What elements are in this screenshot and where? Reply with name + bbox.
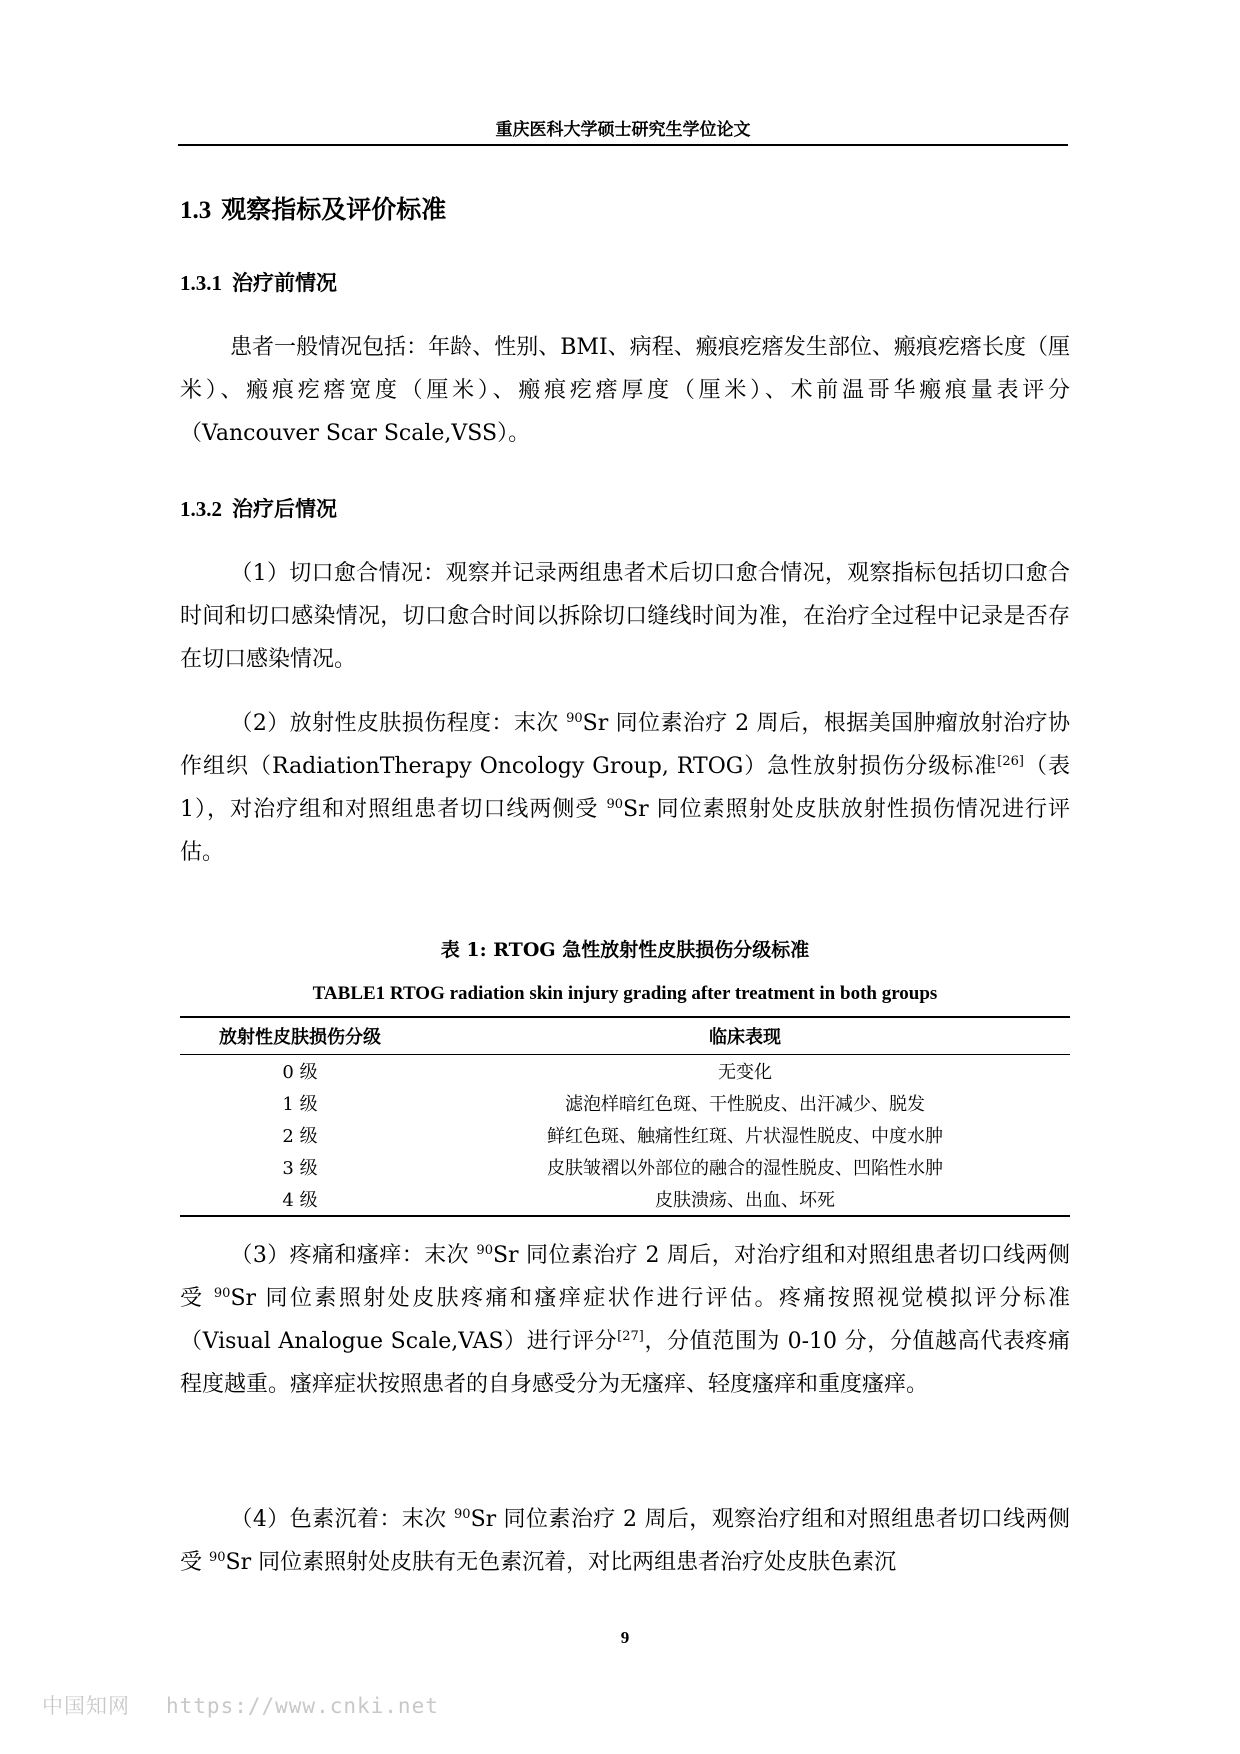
cnki-watermark <box>42 1690 439 1720</box>
table-cell-clinical: 皮肤溃疡、出血、坏死 <box>420 1183 1070 1216</box>
table-cell-clinical: 无变化 <box>718 1062 772 1083</box>
paragraph-wound-healing <box>180 552 1070 681</box>
table-header-grade: 放射性皮肤损伤分级 <box>180 1017 420 1055</box>
section-title: 观察指标及评价标准 <box>221 195 447 224</box>
text-run: Sr 同位素治疗 2 周后，根据美国肿瘤放射治疗协作组织（RadiationTherapy Oncology Group, RTOG）急性放射损伤分级标准 <box>180 711 1070 779</box>
table-cell-grade: 0 级 <box>282 1062 318 1083</box>
table-header-clinical: 临床表现 <box>420 1017 1070 1055</box>
table-cell-clinical: 皮肤皱褶以外部位的融合的湿性脱皮、凹陷性水肿 <box>547 1158 943 1179</box>
text-run: ，分值范围为 0-10 分，分值越高代表疼痛程度越重。瘙痒症状按照患者的自身感受分为无瘙痒、轻度瘙痒和重度瘙痒。 <box>180 1329 1070 1397</box>
watermark-url: https://www.cnki.net <box>166 1694 439 1718</box>
table-caption-cn: 表 1: RTOG 急性放射性皮肤损伤分级标准 <box>440 939 810 961</box>
section-number: 1.3 <box>180 197 212 224</box>
citation-ref: [27] <box>617 1329 644 1344</box>
table-cell-grade: 2 级 <box>282 1126 318 1147</box>
text-run: Sr 同位素照射处皮肤疼痛和瘙痒症状作进行评估。疼痛按照视觉模拟评分标准（Visual Analogue Scale,VAS）进行评分 <box>180 1286 1070 1354</box>
watermark-brand: 中国知网 <box>42 1694 130 1718</box>
page-number: 9 <box>620 1628 630 1647</box>
table-cell-clinical: 滤泡样暗红色斑、干性脱皮、出汗减少、脱发 <box>565 1094 925 1115</box>
text-run: Sr 同位素照射处皮肤有无色素沉着，对比两组患者治疗处皮肤色素沉 <box>225 1550 897 1575</box>
text-run: Sr 同位素照射处皮肤放射性损伤情况进行评估。 <box>180 797 1070 865</box>
table-row <box>180 1055 1070 1088</box>
table-cell-grade: 1 级 <box>282 1094 318 1115</box>
paragraph-pre-treatment <box>180 326 1070 455</box>
header-rule <box>178 144 1068 146</box>
isotope-mass-number: 90 <box>209 1550 226 1565</box>
table-row <box>180 1119 1070 1151</box>
rtog-grading-table <box>180 1016 1070 1217</box>
isotope-mass-number: 90 <box>476 1243 493 1258</box>
text-run: （表 1），对治疗组和对照组患者切口线两侧受 <box>180 754 1070 822</box>
subsection-number-2: 1.3.2 <box>180 497 222 521</box>
isotope-mass-number: 90 <box>213 1286 231 1301</box>
text-run: Sr 同位素治疗 2 周后，观察治疗组和对照组患者切口线两侧受 <box>180 1507 1070 1575</box>
subsection-number-1: 1.3.1 <box>180 271 222 295</box>
subsection-heading-1 <box>180 268 337 298</box>
paragraph-pre-treatment-text: 患者一般情况包括：年龄、性别、BMI、病程、瘢痕疙瘩发生部位、瘢痕疙瘩长度（厘米）、瘢痕疙瘩宽度（厘米）、瘢痕疙瘩厚度（厘米）、术前温哥华瘢痕量表评分（Vancouver Scar Scale,VSS）。 <box>180 335 1070 446</box>
table-cell-grade: 3 级 <box>282 1158 318 1179</box>
running-header: 重庆医科大学硕士研究生学位论文 <box>495 120 751 140</box>
table-row <box>180 1151 1070 1183</box>
paragraph-radiation-injury <box>180 702 1070 874</box>
text-run: （2）放射性皮肤损伤程度：末次 <box>230 711 567 736</box>
paragraph-pain-itch <box>180 1234 1070 1406</box>
table-row <box>180 1087 1070 1119</box>
table-cell-grade: 4 级 <box>180 1183 420 1216</box>
isotope-mass-number: 90 <box>606 797 623 812</box>
section-heading <box>180 193 446 228</box>
isotope-mass-number: 90 <box>454 1507 471 1522</box>
paragraph-wound-healing-text: （1）切口愈合情况：观察并记录两组患者术后切口愈合情况，观察指标包括切口愈合时间和切口感染情况，切口愈合时间以拆除切口缝线时间为准，在治疗全过程中记录是否存在切口感染情况。 <box>180 561 1070 672</box>
paragraph-pigmentation <box>180 1498 1070 1584</box>
text-run: （4）色素沉着：末次 <box>230 1507 455 1532</box>
text-run: （3）疼痛和瘙痒：末次 <box>230 1243 477 1268</box>
table-cell-clinical: 鲜红色斑、触痛性红斑、片状湿性脱皮、中度水肿 <box>547 1126 943 1147</box>
isotope-mass-number: 90 <box>566 711 583 726</box>
subsection-title-2: 治疗后情况 <box>232 497 337 521</box>
table-row <box>180 1183 1070 1216</box>
table-header-row <box>180 1017 1070 1055</box>
citation-ref: [26] <box>997 754 1024 769</box>
subsection-heading-2 <box>180 494 337 524</box>
text-run: Sr 同位素治疗 2 周后，对治疗组和对照组患者切口线两侧受 <box>180 1243 1070 1311</box>
table-caption-en: TABLE1 RTOG radiation skin injury grading after treatment in both groups <box>312 983 938 1004</box>
subsection-title-1: 治疗前情况 <box>232 271 337 295</box>
